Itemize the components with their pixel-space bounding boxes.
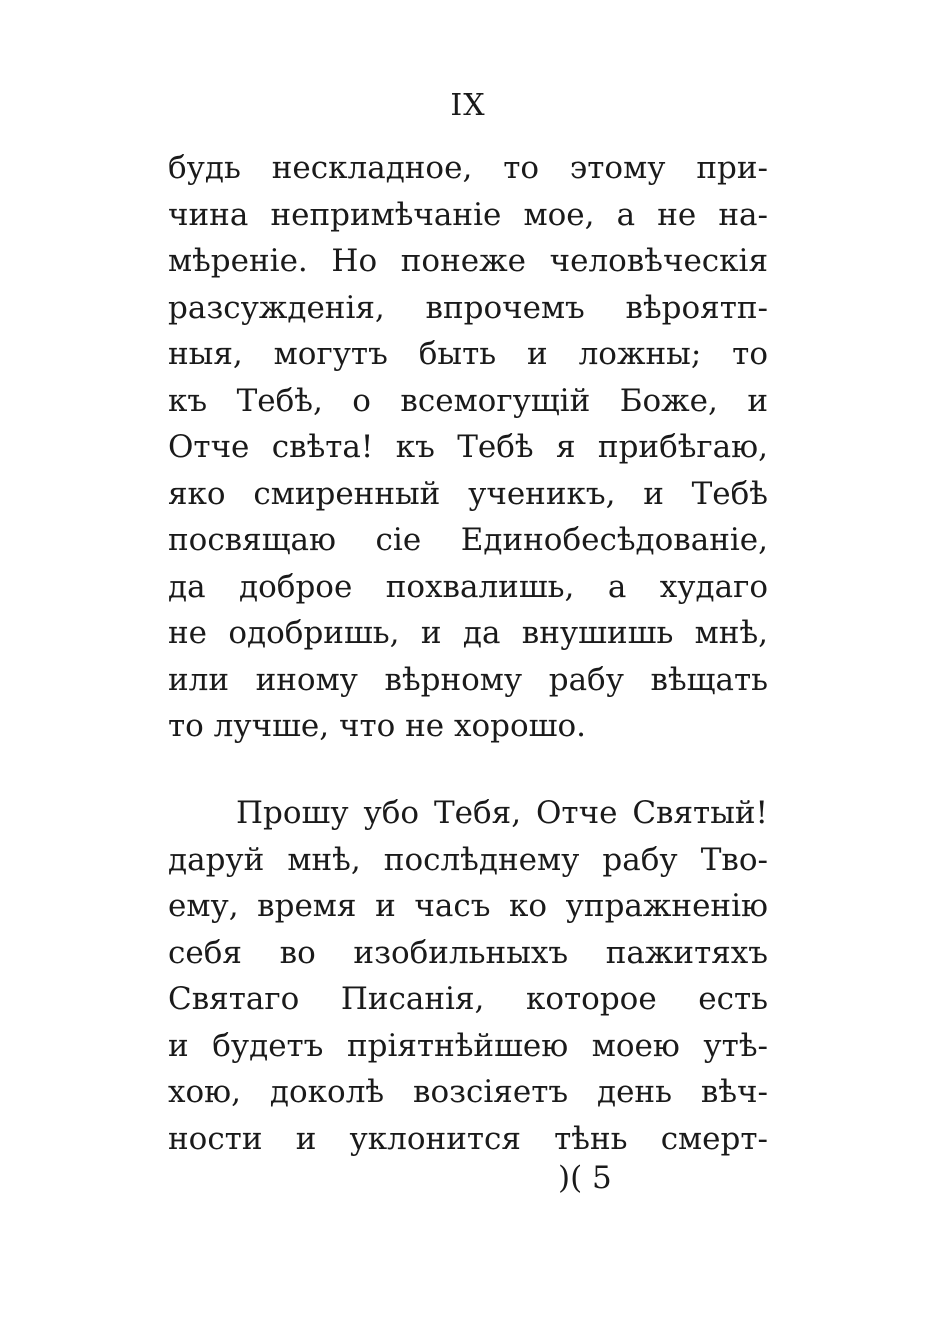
text-line: да доброе похвалишь, а худаго: [168, 568, 768, 605]
text-line: или иному вѣрному рабу вѣщать: [168, 661, 768, 698]
text-line: себя во изобильныхъ пажитяхъ: [168, 934, 768, 971]
text-line: будь нескладное, то этому при-: [168, 150, 768, 186]
text-line: и будетъ пріятнѣйшею моею утѣ-: [168, 1027, 768, 1064]
text-line: то лучше, что не хорошо.: [168, 708, 586, 744]
paragraph-2: [168, 790, 768, 1162]
text-line: Отче свѣта! къ Тебѣ я прибѣгаю,: [168, 429, 768, 465]
text-line: даруй мнѣ, послѣднему рабу Тво-: [168, 841, 768, 878]
text-line: Святаго Писанія, которое есть: [168, 981, 768, 1017]
text-line: ему, время и часъ ко упражненію: [168, 888, 768, 924]
text-line: мѣреніе. Но понеже человѣческія: [168, 243, 768, 279]
text-line: посвящаю сіе Единобесѣдованіе,: [168, 522, 768, 558]
text-line: ности и уклонится тѣнь смерт-: [168, 1120, 768, 1157]
text-line: къ Тебѣ, о всемогущій Боже, и: [168, 382, 768, 419]
page-number: IX: [450, 88, 486, 123]
signature-mark: )( 5: [558, 1160, 612, 1196]
text-line: хою, доколѣ возсіяетъ день вѣч-: [168, 1074, 768, 1110]
text-line: не одобришь, и да внушишь мнѣ,: [168, 615, 768, 651]
text-line: Прошу убо Тебя, Отче Святый!: [236, 795, 768, 831]
text-line: разсужденія, впрочемъ вѣроятп-: [168, 289, 768, 326]
text-line: яко смиренный ученикъ, и Тебѣ: [168, 475, 768, 512]
text-line: чина непримѣчаніе мое, а не на-: [168, 196, 768, 233]
text-line: ныя, могутъ быть и ложны; то: [168, 336, 768, 372]
paragraph-1: [168, 145, 768, 750]
